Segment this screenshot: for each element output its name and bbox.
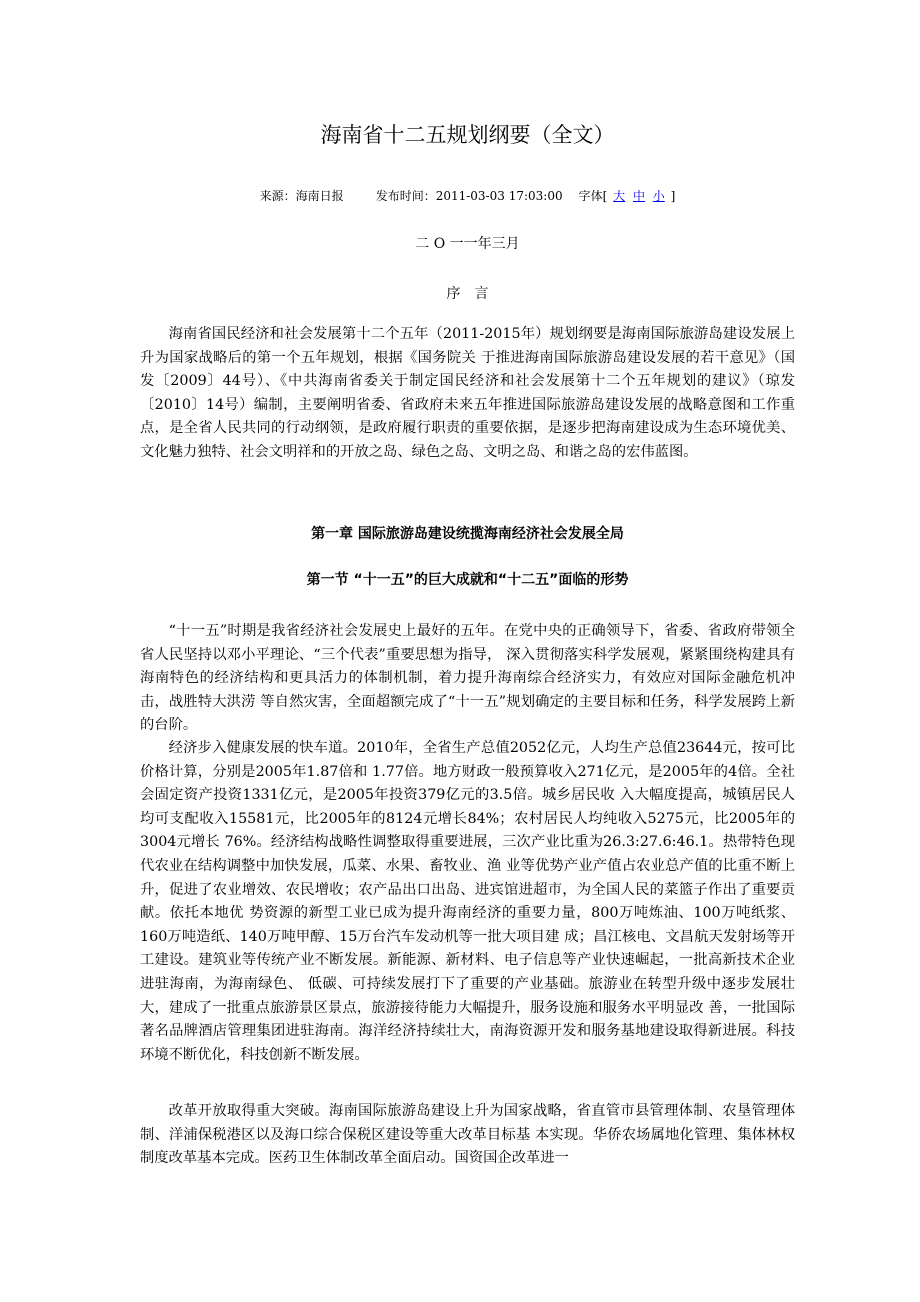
font-size-label: 字体[	[578, 189, 608, 203]
font-large-link[interactable]: 大	[613, 189, 626, 203]
font-size-close: ]	[670, 189, 676, 203]
chapter-heading: 第一章 国际旅游岛建设统揽海南经济社会发展全局	[311, 526, 624, 542]
body-paragraph: 改革开放取得重大突破。海南国际旅游岛建设上升为国家战略，省直管市县管理体制、农垦管理体制、洋浦保税港区以及海口综合保税区建设等重大改革目标基 本实现。华侨农场属地化管理、集体林权制度改革基本完成。医药卫生体制改革全面启动。国资国企改革进一	[140, 1103, 795, 1167]
font-small-link[interactable]: 小	[652, 189, 665, 203]
preface-paragraph: 海南省国民经济和社会发展第十二个五年（2011-2015年）规划纲要是海南国际旅游岛建设发展上升为国家战略后的第一个五年规划，根据《国务院关 于推进海南国际旅游岛建设发展的若干意见》（国发〔2009〕44号）、《中共海南省委关于制定国民经济和社会发展第十二个五年规划的建议》（琼发 〔2010〕14号）编制，主要阐明省委、省政府未来五年推进国际旅游岛建设发展的战略意图和工作重点，是全省人民共同的行动纲领，是政府履行职责的重要依据，是逐步把海南建设成为生态环境优美、文化魅力独特、社会文明祥和的开放之岛、绿色之岛、文明之岛、和谐之岛的宏伟蓝图。	[140, 326, 795, 460]
body-paragraph: “十一五”时期是我省经济社会发展史上最好的五年。在党中央的正确领导下，省委、省政府带领全省人民坚持以邓小平理论、“三个代表”重要思想为指导， 深入贯彻落实科学发展观，紧紧围绕构建具有海南特色的经济结构和更具活力的体制机制，着力提升海南综合经济实力，有效应对国际金融危机冲击，战胜特大洪涝 等自然灾害，全面超额完成了“十一五”规划确定的主要目标和任务，科学发展跨上新的台阶。	[140, 623, 795, 734]
font-medium-link[interactable]: 中	[632, 189, 645, 203]
body-paragraph: 经济步入健康发展的快车道。2010年，全省生产总值2052亿元，人均生产总值23644元，按可比价格计算，分别是2005年1.87倍和 1.77倍。地方财政一般预算收入271亿元，是2005年的4倍。全社会固定资产投资1331亿元，是2005年投资379亿元的3.5倍。城乡居民收 入大幅度提高，城镇居民人均可支配收入15581元，比2005年的8124元增长84%；农村居民人均纯收入5275元，比2005年的3004元增长 76%。经济结构战略性调整取得重要进展，三次产业比重为26.3:27.6:46.1。热带特色现代农业在结构调整中加快发展，瓜菜、水果、畜牧业、渔 业等优势产业产值占农业总产值的比重不断上升，促进了农业增效、农民增收；农产品出口出岛、进宾馆进超市，为全国人民的菜篮子作出了重要贡献。依托本地优 势资源的新型工业已成为提升海南经济的重要力量，800万吨炼油、100万吨纸浆、160万吨造纸、140万吨甲醇、15万台汽车发动机等一批大项目建 成；昌江核电、文昌航天发射场等开工建设。建筑业等传统产业不断发展。新能源、新材料、电子信息等产业快速崛起，一批高新技术企业进驻海南，为海南绿色、 低碳、可持续发展打下了重要的产业基础。旅游业在转型升级中逐步发展壮大，建成了一批重点旅游景区景点，旅游接待能力大幅提升，服务设施和服务水平明显改 善，一批国际著名品牌酒店管理集团进驻海南。海洋经济持续壮大，南海资源开发和服务基地建设取得新进展。科技环境不断优化，科技创新不断发展。	[140, 740, 795, 1063]
source-label: 来源：海南日报	[259, 189, 344, 203]
page-title: 海南省十二五规划纲要（全文）	[320, 123, 615, 147]
section-heading: 第一节 “十一五”的巨大成就和“十二五”面临的形势	[306, 572, 629, 588]
publish-time: 发布时间：2011-03-03 17:03:00	[375, 189, 563, 203]
article-meta	[140, 186, 795, 206]
preface-heading: 序言	[446, 286, 503, 302]
date-line: 二 O 一一年三月	[415, 236, 520, 252]
